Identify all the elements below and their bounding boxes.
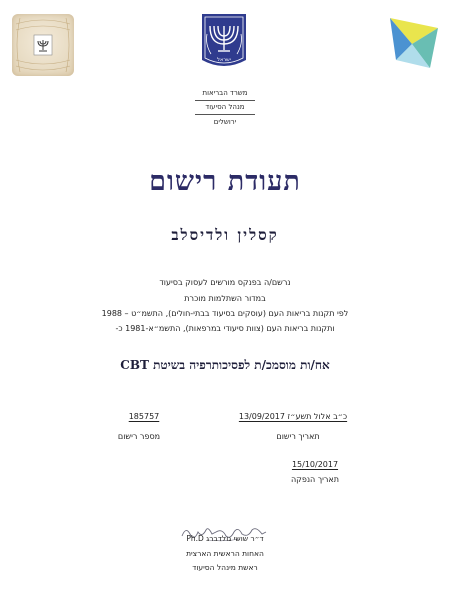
certificate-title: תעודת רישום	[149, 166, 301, 197]
body-line: לפי תקנות בריאות העם (עוסקים בסיעוד בבתי-חולים), התשמ״ט – 1988	[101, 309, 349, 318]
emblem-caption: ישראל	[217, 57, 231, 63]
header-divider	[195, 100, 255, 101]
menorah-emblem-icon	[199, 12, 249, 72]
issue-date-value: 15/10/2017	[291, 460, 339, 469]
registration-number-value: 185757	[128, 412, 160, 421]
ministry-city: ירושלים	[213, 118, 237, 126]
official-seal-icon	[12, 14, 74, 76]
holder-name: קסלין ולדיסלב	[171, 226, 279, 244]
signatory-role: האחות הראשית הארצית	[186, 549, 264, 558]
signatory-name: ד״ר שושי גולדברג Ph.D	[186, 534, 264, 543]
ministry-division: מנהל הסיעוד	[205, 103, 245, 111]
ministry-name: משרד הבריאות	[202, 89, 248, 97]
body-line: במדור השתלמות מוכרת	[184, 294, 266, 303]
body-line: נרשם/ה בפנקס מורשים לעסוק בסיעוד	[159, 278, 291, 287]
signatory-title: ראשת מינהל הסיעוד	[192, 563, 258, 572]
profession-title: אח/ות מוסמכ/ת לפסיכותרפיה בשיטת CBT	[120, 358, 330, 372]
registration-date-value: כ״ב אלול תשע״ז 13/09/2017	[238, 412, 348, 421]
registration-number-label: מספר רישום	[117, 432, 161, 441]
issue-date-label: תאריך הנפקה	[290, 475, 340, 484]
header-divider	[195, 114, 255, 115]
body-line: ותקנות בריאות העם (צוות סיעודי במרפאות), התשמ״א-1981 כ-	[115, 324, 335, 333]
registration-date-label: תאריך רישום	[276, 432, 320, 441]
triangle-logo-icon	[386, 14, 442, 72]
